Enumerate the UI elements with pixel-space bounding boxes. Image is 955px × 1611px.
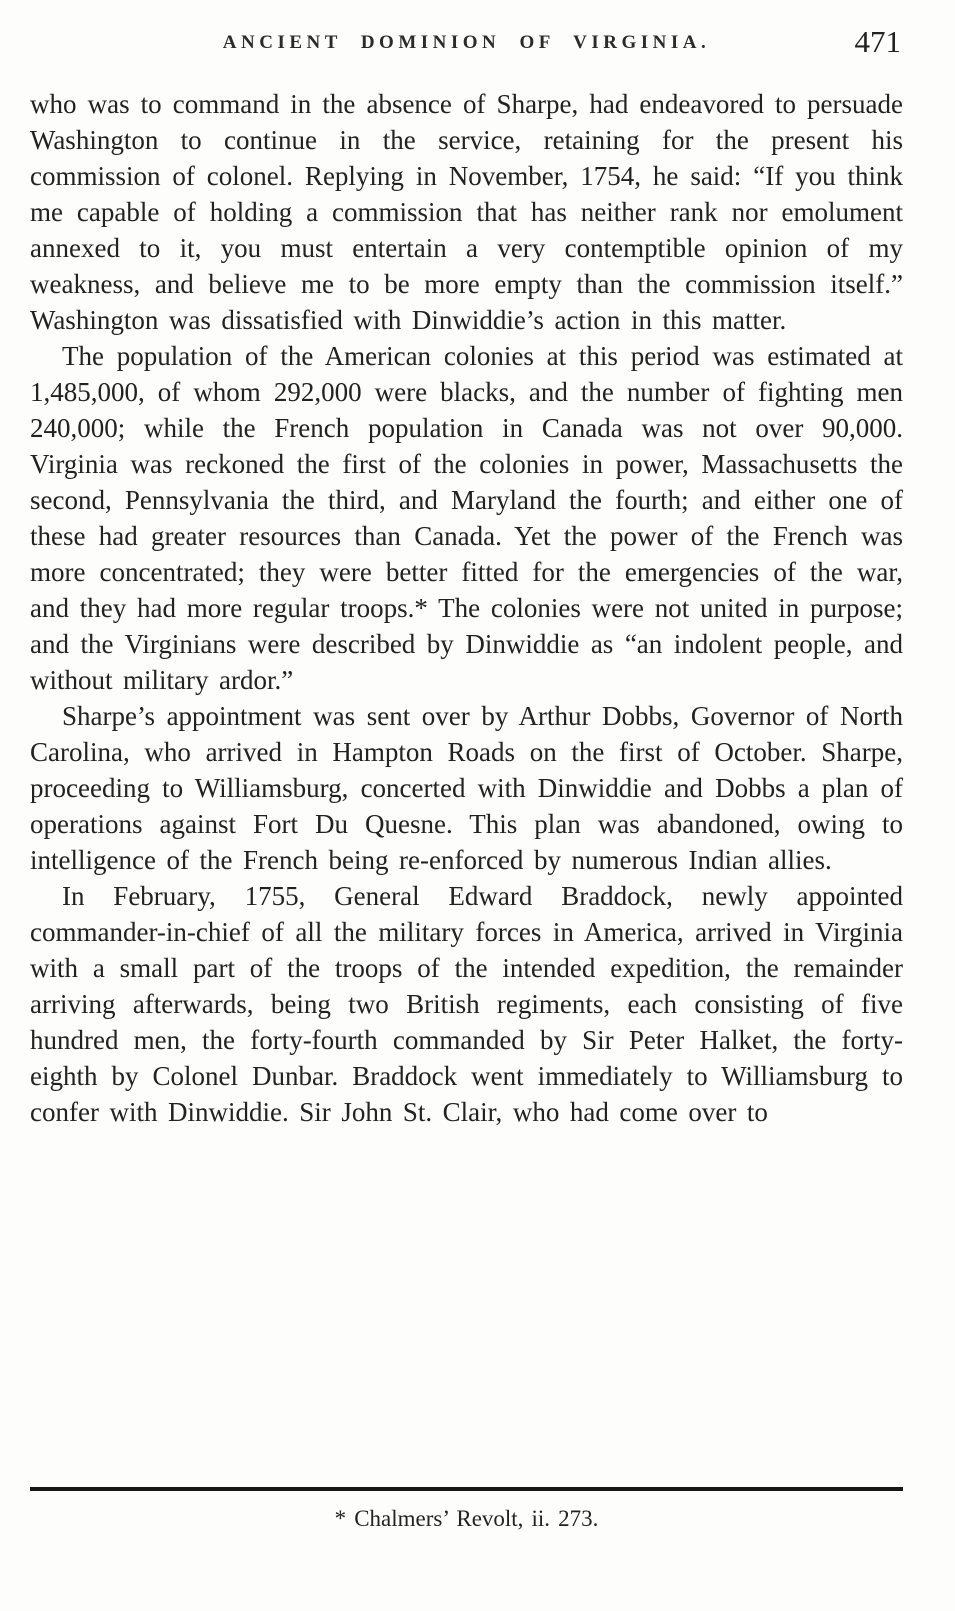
paragraph-2: The population of the American colonies at this period was estimated at 1,485,000, of whom 292,000 were blacks, and the number of fighting men 240,000; while the French population in Canada was not over 90,000. Virginia was reckoned the first of the colonies in power, Massachusetts the second, Pennsylvania the third, and Maryland the fourth; and either one of these had greater resources than Canada. Yet the power of the French was more concentrated; they were better fitted for the emergencies of the war, and they had more regular troops.* The colonies were not united in purpose; and the Virginians were described by Dinwiddie as “an indolent people, and without military ardor.” xyxy=(30,341,903,695)
paragraph-4: In February, 1755, General Edward Braddock, newly appointed commander-in-chief of all the military forces in America, arrived in Virginia with a small part of the troops of the intended expedition, the remainder arriving afterwards, being two British regiments, each consisting of five hundred men, the forty-fourth commanded by Sir Peter Halket, the forty-eighth by Colonel Dunbar. Braddock went immediately to Williamsburg to confer with Dinwiddie. Sir John St. Clair, who had come over to xyxy=(30,881,903,1127)
page-number: 471 xyxy=(854,24,901,59)
page-body xyxy=(30,86,903,1130)
paragraph-3: Sharpe’s appointment was sent over by Arthur Dobbs, Governor of North Carolina, who arrived in Hampton Roads on the first of October. Sharpe, proceeding to Williamsburg, concerted with Dinwiddie and Dobbs a plan of operations against Fort Du Quesne. This plan was abandoned, owing to intelligence of the French being re-enforced by numerous Indian allies. xyxy=(30,701,903,875)
footnote: * Chalmers’ Revolt, ii. 273. xyxy=(334,1506,599,1531)
page-header xyxy=(30,24,903,70)
footnote-rule xyxy=(30,1487,903,1491)
running-title: ANCIENT DOMINION OF VIRGINIA. xyxy=(222,32,711,53)
paragraph-1: who was to command in the absence of Sharpe, had endeavored to persuade Washington to continue in the service, retaining for the present his commission of colonel. Replying in November, 1754, he said: “If you think me capable of holding a commission that has neither rank nor emolument annexed to it, you must entertain a very contemptible opinion of my weakness, and believe me to be more empty than the commission itself.” Washington was dissatisfied with Dinwiddie’s action in this matter. xyxy=(30,89,903,335)
